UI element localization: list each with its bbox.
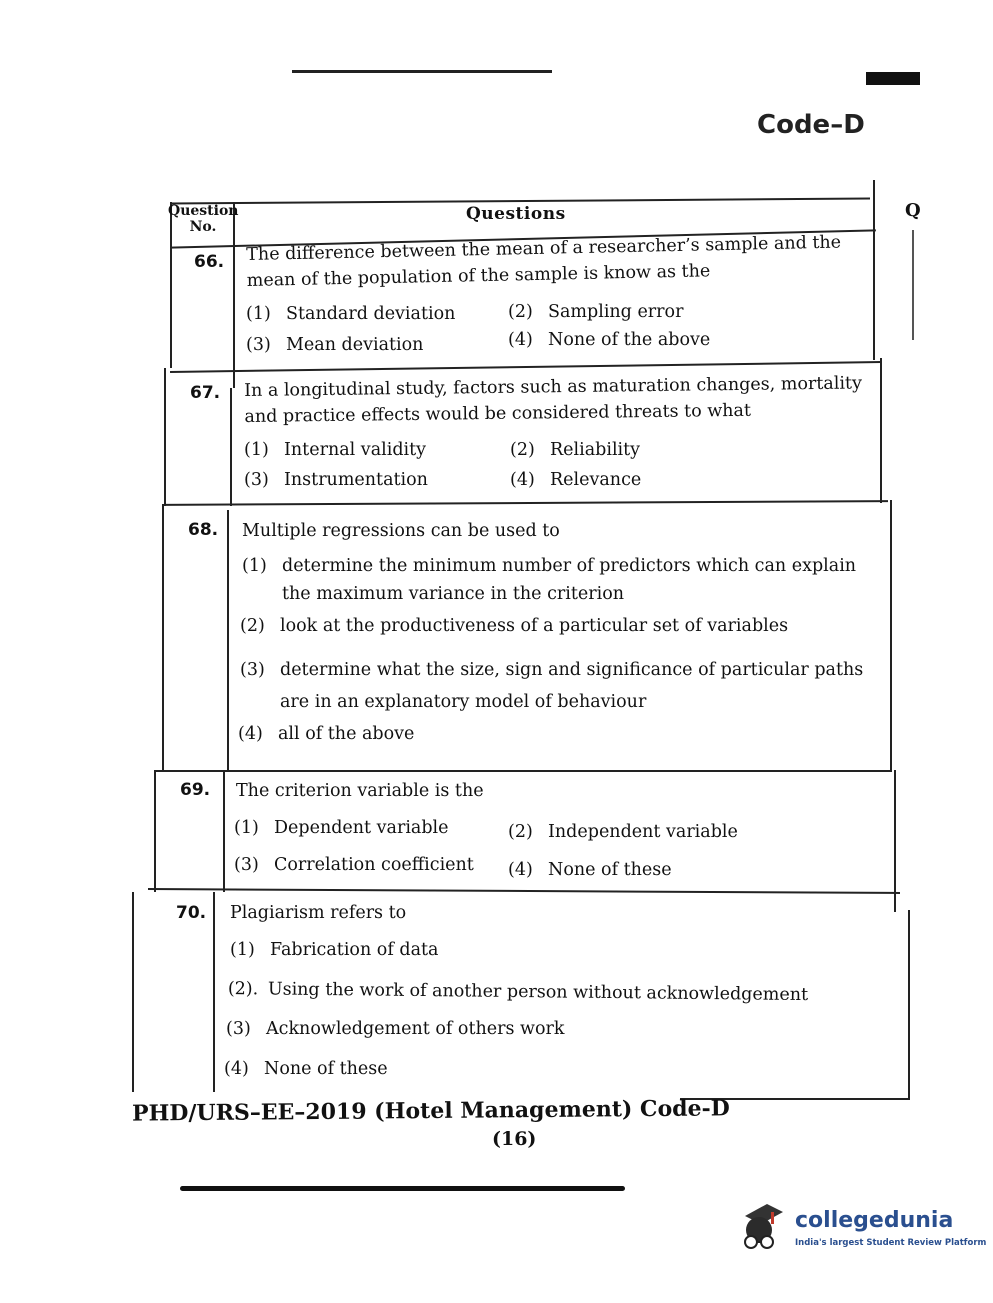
question-text: Multiple regressions can be used to [242, 521, 560, 541]
left-border-70 [132, 892, 134, 1092]
left-border-69 [154, 770, 156, 892]
row-67-border [164, 500, 888, 506]
option: (3) Instrumentation [244, 470, 428, 490]
column-divider-70 [213, 892, 215, 1092]
brand-watermark [737, 1198, 987, 1258]
question-number: 66. [194, 252, 225, 272]
question-number: 69. [180, 780, 211, 800]
option: (2) Independent variable [508, 822, 738, 842]
option: (1) Fabrication of data [230, 940, 439, 960]
option: (3) Acknowledgement of others work [226, 1019, 565, 1039]
column-divider-67 [230, 388, 232, 506]
bottom-rule [180, 1186, 625, 1191]
question-number: 70. [176, 903, 207, 923]
top-rule [292, 70, 552, 73]
column-divider-69 [223, 772, 225, 892]
option: (3) determine what the size, sign and significance of particular paths are in an explanatory model of behaviour [240, 660, 864, 712]
header-questions: Questions [466, 204, 566, 224]
adjacent-page-border [912, 230, 914, 340]
question-text: In a longitudinal study, factors such as maturation changes, mortality and practice effects would be considered threats to what [244, 373, 863, 427]
row-68-border [154, 770, 892, 772]
option: (2). Using the work of another person without acknowledgement [227, 979, 809, 1006]
header-question-no: Question No. [168, 203, 239, 235]
option: (1) determine the minimum number of predictors which can explain the maximum variance in the criterion [242, 556, 857, 604]
left-border-67 [164, 368, 166, 506]
question-text: The difference between the mean of a researcher’s sample and the mean of the population of the sample is know as the [246, 232, 842, 291]
brand-tagline: India's largest Student Review Platform [795, 1238, 987, 1248]
right-border-70 [908, 910, 910, 1100]
option: (2) Sampling error [508, 302, 684, 322]
code-header: Code–D [757, 110, 865, 140]
option: (1) Internal validity [244, 440, 427, 460]
right-border-68 [890, 500, 892, 772]
question-number: 68. [188, 520, 219, 540]
brand-name: collegedunia [795, 1208, 954, 1233]
row-69-border [148, 888, 900, 894]
right-border-69 [894, 770, 896, 912]
option: (4) None of the above [508, 330, 711, 350]
footer-exam-title: PHD/URS–EE–2019 (Hotel Management) Code-D [131, 1095, 730, 1127]
option: (2) look at the productiveness of a particular set of variables [240, 616, 789, 636]
question-text: Plagiarism refers to [230, 903, 407, 923]
option: (3) Mean deviation [246, 335, 424, 355]
option: (3) Correlation coefficient [234, 855, 474, 875]
option: (4) Relevance [510, 470, 642, 490]
adjacent-page-fragment: Q [905, 200, 921, 221]
option: (4) None of these [508, 860, 672, 880]
page-number: (16) [492, 1128, 537, 1150]
question-number: 67. [190, 383, 221, 403]
top-corner-mark [866, 72, 920, 85]
option: (1) Standard deviation [246, 304, 456, 324]
option: (1) Dependent variable [234, 818, 449, 838]
mascot-logo-icon [737, 1198, 789, 1254]
option: (2) Reliability [510, 440, 641, 460]
option: (4) all of the above [238, 724, 415, 744]
left-border-68 [162, 504, 164, 772]
column-divider-68 [227, 510, 229, 772]
option: (4) None of these [224, 1059, 388, 1079]
question-table [140, 180, 910, 1120]
question-text: The criterion variable is the [236, 781, 484, 801]
